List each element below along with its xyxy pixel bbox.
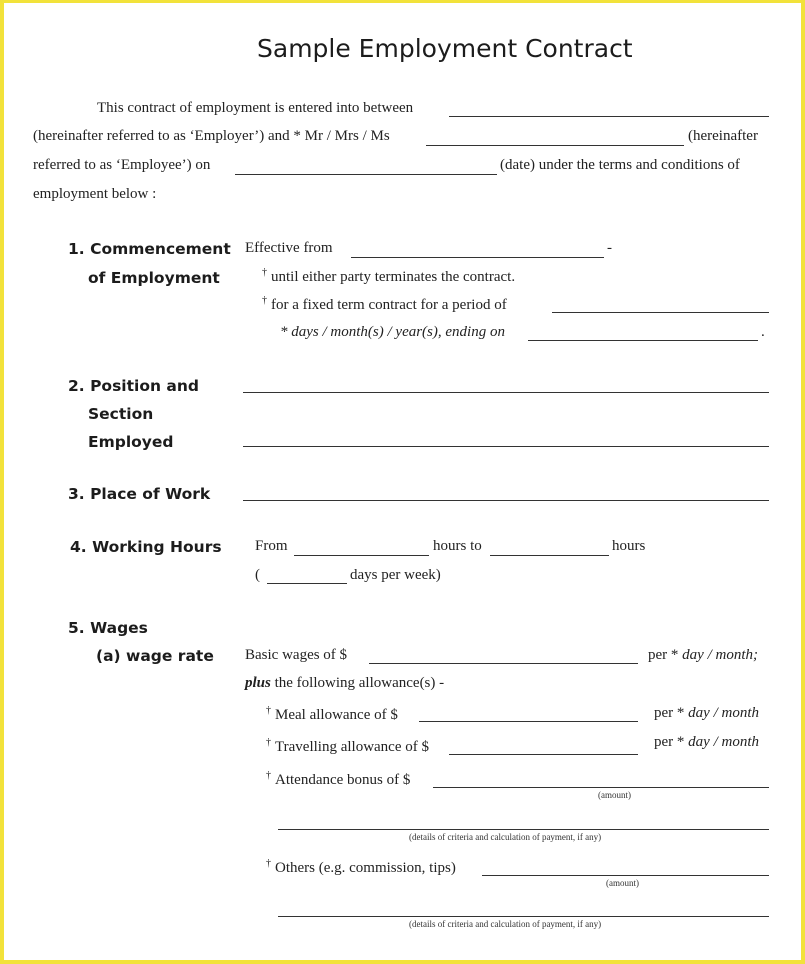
allowances-intro xyxy=(245,675,444,692)
position-field[interactable] xyxy=(243,392,769,393)
intro-line-3: referred to as ‘Employee’) on xyxy=(33,157,211,173)
hours-from-field[interactable] xyxy=(294,555,429,556)
section-5-heading: 5. Wages xyxy=(68,619,148,637)
employee-name-field[interactable] xyxy=(426,145,684,146)
effective-dash: - xyxy=(607,240,612,256)
employer-name-field[interactable] xyxy=(449,116,769,117)
section-2-heading: 2. Position and xyxy=(68,377,200,395)
fixed-term-end-date-field[interactable] xyxy=(528,340,758,341)
others-amount-field[interactable] xyxy=(482,875,769,876)
basic-wages-label: Basic wages of $ xyxy=(245,647,348,663)
meal-allowance xyxy=(266,705,398,724)
travel-allowance-label: Travelling allowance of $ xyxy=(275,739,429,755)
attendance-bonus-amount-field[interactable] xyxy=(433,787,769,788)
effective-from-field[interactable] xyxy=(351,257,604,258)
per-unit-label: day / month xyxy=(688,705,759,721)
allowances-intro-label: the following allowance(s) - xyxy=(274,675,445,691)
section-field[interactable] xyxy=(243,446,769,447)
meal-allowance-per xyxy=(654,705,759,722)
dagger-mark: † xyxy=(266,737,271,748)
days-per-week-field[interactable] xyxy=(267,583,347,584)
basic-wages-field[interactable] xyxy=(369,663,638,664)
others-amount-caption: (amount) xyxy=(606,878,639,888)
others-details-caption: (details of criteria and calculation of payment, if any) xyxy=(409,919,602,929)
others-allowance-label: Others (e.g. commission, tips) xyxy=(275,860,456,876)
travel-allowance-field[interactable] xyxy=(449,754,638,755)
others-details-field[interactable] xyxy=(278,916,769,917)
days-per-week-label: days per week) xyxy=(350,567,441,583)
section-1-heading: 1. Commencement xyxy=(68,240,231,258)
page-title: Sample Employment Contract xyxy=(257,34,633,63)
section-2-heading-line-2: Section xyxy=(88,405,154,423)
wage-rate-subheading: (a) wage rate xyxy=(96,647,214,665)
contract-page xyxy=(4,3,801,960)
place-of-work-field[interactable] xyxy=(243,500,769,501)
days-paren-open: ( xyxy=(255,567,260,583)
option-fixed-term-label: for a fixed term contract for a period of xyxy=(271,297,507,313)
meal-allowance-label: Meal allowance of $ xyxy=(275,707,398,723)
section-1-heading-line-2: of Employment xyxy=(88,269,220,287)
attendance-amount-caption: (amount) xyxy=(598,790,631,800)
fixed-term-period-end: . xyxy=(761,324,765,340)
dagger-mark: † xyxy=(266,705,271,716)
contract-date-field[interactable] xyxy=(235,174,497,175)
per-label: per * xyxy=(648,647,679,663)
per-unit-label: day / month; xyxy=(682,647,758,663)
intro-line-4: employment below : xyxy=(33,186,157,202)
attendance-bonus-label: Attendance bonus of $ xyxy=(275,772,411,788)
plus-label: plus xyxy=(245,675,271,691)
hours-to-field[interactable] xyxy=(490,555,609,556)
dagger-mark: † xyxy=(266,770,271,781)
hours-to-label: hours to xyxy=(433,538,482,554)
fixed-term-detail xyxy=(280,324,505,341)
basic-wages-per xyxy=(648,647,758,664)
fixed-term-period-field[interactable] xyxy=(552,312,769,313)
per-label: per * xyxy=(654,734,685,750)
travel-allowance xyxy=(266,737,429,756)
intro-line-2: (hereinafter referred to as ‘Employer’) and * Mr / Mrs / Ms xyxy=(33,128,390,144)
hours-from-label: From xyxy=(255,538,288,554)
attendance-bonus-details-field[interactable] xyxy=(278,829,769,830)
intro-line-1: This contract of employment is entered into between xyxy=(97,100,414,116)
attendance-bonus xyxy=(266,770,410,789)
section-2-heading-line-3: Employed xyxy=(88,433,174,451)
section-3-heading: 3. Place of Work xyxy=(68,485,211,503)
section-4-heading: 4. Working Hours xyxy=(70,538,222,556)
attendance-details-caption: (details of criteria and calculation of payment, if any) xyxy=(409,832,602,842)
option-until-terminated xyxy=(262,267,515,286)
per-label: per * xyxy=(654,705,685,721)
dagger-mark: † xyxy=(262,267,267,278)
intro-line-3-end: (date) under the terms and conditions of xyxy=(500,157,740,173)
option-fixed-term xyxy=(262,295,507,314)
hours-label: hours xyxy=(612,538,646,554)
others-allowance xyxy=(266,858,456,877)
effective-from-label: Effective from xyxy=(245,240,333,256)
per-unit-label: day / month xyxy=(688,734,759,750)
dagger-mark: † xyxy=(266,858,271,869)
option-until-terminated-label: until either party terminates the contract. xyxy=(271,269,516,285)
travel-allowance-per xyxy=(654,734,759,751)
fixed-term-detail-label: * days / month(s) / year(s), ending on xyxy=(280,324,505,340)
intro-line-2-end: (hereinafter xyxy=(688,128,758,144)
dagger-mark: † xyxy=(262,295,267,306)
meal-allowance-field[interactable] xyxy=(419,721,638,722)
